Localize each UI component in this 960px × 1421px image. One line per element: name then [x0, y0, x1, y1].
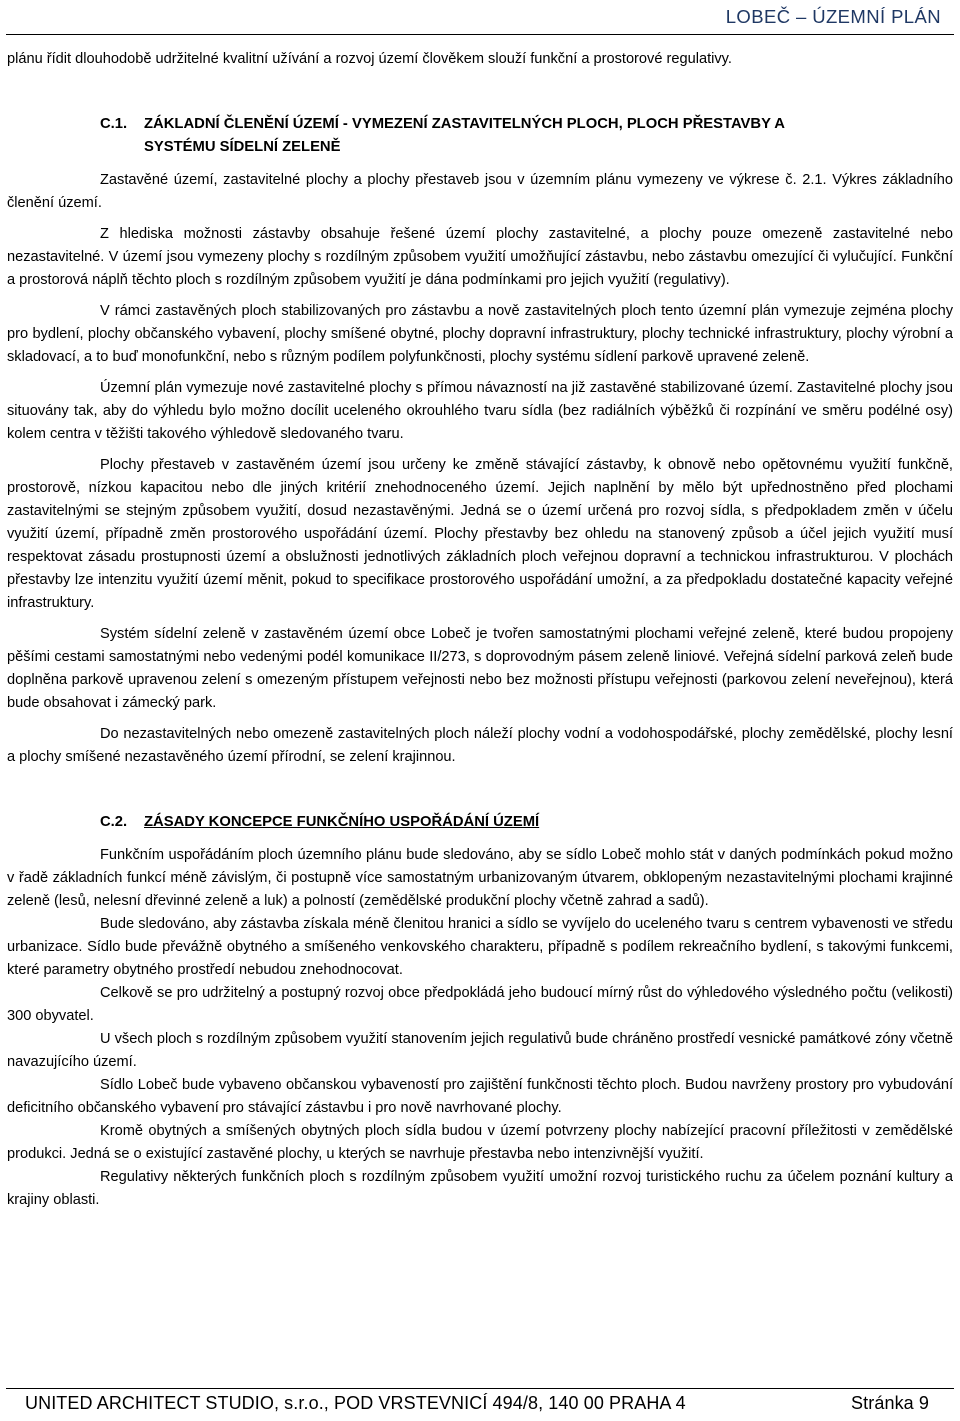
section-title: ZÁKLADNÍ ČLENĚNÍ ÚZEMÍ - VYMEZENÍ ZASTAVITELNÝCH PLOCH, PLOCH PŘESTAVBY A SYSTÉMU SÍDELNÍ ZELENĚ [144, 116, 785, 155]
paragraph: Kromě obytných a smíšených obytných ploch sídla budou v území potvrzeny plochy nabízející pracovní příležitosti v zemědělské produkci. Jedná se o existující zastavěné plochy, u kterých se navrhuje přestavba nebo intenzivnější využití. [7, 1123, 953, 1162]
section-number: C.2. [100, 814, 128, 830]
section-heading-c2 [7, 811, 953, 834]
paragraph: Plochy přestaveb v zastavěném území jsou určeny ke změně stávající zástavby, k obnově nebo opětovnému využití funkčně, prostorově, nízkou kapacitou nebo dle jiných kritérií znehodnoceného území. Jejich naplnění by mělo být upřednostněno před plochami zastavitelnými se stejným způsobem využití, dosud nezastavěnými. Jedná se o území určená pro rozvoj sídla, s předpokladem změn v účelu využití území, případně změn prostorového uspořádání území. Plochy přestavby bez ohledu na stanovený způsob a účel jejich využití musí respektovat zásadu prostupnosti území a obslužnosti jednotlivých základních ploch veřejnou dopravní a technickou infrastrukturou. V plochách přestavby lze intenzitu využití území měnit, pokud to specifikace prostorového uspořádání umožní, a za předpokladu dostatečné kapacity veřejné infrastruktury. [7, 457, 953, 611]
paragraph: Územní plán vymezuje nové zastavitelné plochy s přímou návazností na již zastavěné stabilizované území. Zastavitelné plochy jsou situovány tak, aby do výhledu bylo možno docílit uceleného okrouhlého tvaru sídla (bez radiálních výběžků či rozpínání ve směru podélné osy) kolem centra v těžišti takového výhledově sledovaného tvaru. [7, 380, 953, 442]
page-footer [25, 1393, 929, 1414]
page-number: Stránka 9 [851, 1393, 929, 1413]
paragraph: U všech ploch s rozdílným způsobem využití stanovením jejich regulativů bude chráněno prostředí vesnické památkové zóny včetně navazujícího území. [7, 1031, 953, 1070]
paragraph: Funkčním uspořádáním ploch územního plánu bude sledováno, aby se sídlo Lobeč mohlo stát v daných podmínkách pokud možno v řadě základních funkcí méně závislým, či postupně více samostatným urbanizovaným útvarem, obklopeným nezastavitelnými plochami krajinné zeleně (lesů, nelesní dřevinné zeleně a luk) a polností (zemědělské produkční plochy včetně zahrad a sadů). [7, 847, 953, 909]
paragraph: Celkově se pro udržitelný a postupný rozvoj obce předpokládá jeho budoucí mírný růst do výhledového výsledného počtu (velikosti) 300 obyvatel. [7, 985, 953, 1024]
header-divider [6, 34, 954, 35]
paragraph: Z hlediska možnosti zástavby obsahuje řešené území plochy zastavitelné, a plochy pouze omezeně zastavitelné nebo nezastavitelné. V území jsou vymezeny plochy s rozdílným způsobem využití umožňující zástavbu, nebo zástavbu omezující či vylučující. Funkční a prostorová náplň těchto ploch s rozdílným způsobem využití je dána podmínkami pro jejich využití (regulativy). [7, 226, 953, 288]
paragraph: Bude sledováno, aby zástavba získala méně členitou hranici a sídlo se vyvíjelo do uceleného tvaru s centrem vybavenosti ve středu urbanizace. Sídlo bude převážně obytného a smíšeného venkovského charakteru, případně s podílem rekreačního bydlení, s takovými funkcemi, které parametry obytného prostředí nebudou znehodnocovat. [7, 916, 953, 978]
paragraph: Systém sídelní zeleně v zastavěném území obce Lobeč je tvořen samostatnými plochami veřejné zeleně, které budou propojeny pěšími cestami samostatnými nebo vedenými podél komunikace II/273, s doprovodným pásem zeleně liniové. Veřejná sídelní parková zeleň bude doplněna parkově upravenou zelení s omezeným přístupem veřejnosti nebo bez možnosti přístupu veřejnosti (parkovou zelení neveřejnou), která bude obsahovat i zámecký park. [7, 626, 953, 711]
paragraph: Regulativy některých funkčních ploch s rozdílným způsobem využití umožní rozvoj turistického ruchu za účelem poznání kultury a krajiny oblasti. [7, 1169, 953, 1208]
page-header-title: LOBEČ – ÚZEMNÍ PLÁN [725, 6, 941, 27]
section-title: ZÁSADY KONCEPCE FUNKČNÍHO USPOŘÁDÁNÍ ÚZEMÍ [144, 814, 540, 830]
document-body [7, 48, 953, 1212]
paragraph: Do nezastavitelných nebo omezeně zastavitelných ploch náleží plochy vodní a vodohospodářské, plochy zemědělské, plochy lesní a plochy smíšené nezastavěného území přírodní, se zelení krajinnou. [7, 726, 953, 765]
intro-line: plánu řídit dlouhodobě udržitelné kvalitní užívání a rozvoj území člověkem slouží funkční a prostorové regulativy. [7, 51, 732, 67]
paragraph: V rámci zastavěných ploch stabilizovaných pro zástavbu a nově zastavitelných ploch tento územní plán vymezuje zejména plochy pro bydlení, plochy občanského vybavení, plochy smíšené obytné, plochy dopravní infrastruktury, plochy technické infrastruktury, plochy výrobní a skladovací, a to buď monofunkční, nebo s různým podílem polyfunkčnosti, plochy systému sídlení parkově upravené zeleně. [7, 303, 953, 365]
paragraph: Sídlo Lobeč bude vybaveno občanskou vybaveností pro zajištění funkčnosti těchto ploch. Budou navrženy prostory pro vybudování deficitního občanského vybavení pro stávající zástavbu i pro nově navrhované plochy. [7, 1077, 953, 1116]
section-number: C.1. [100, 116, 128, 132]
footer-company-address: UNITED ARCHITECT STUDIO, s.r.o., POD VRSTEVNICÍ 494/8, 140 00 PRAHA 4 [25, 1393, 686, 1413]
paragraph: Zastavěné území, zastavitelné plochy a plochy přestaveb jsou v územním plánu vymezeny ve výkrese č. 2.1. Výkres základního členění území. [7, 172, 953, 211]
section-heading-c1 [7, 113, 953, 159]
footer-divider [6, 1388, 954, 1389]
